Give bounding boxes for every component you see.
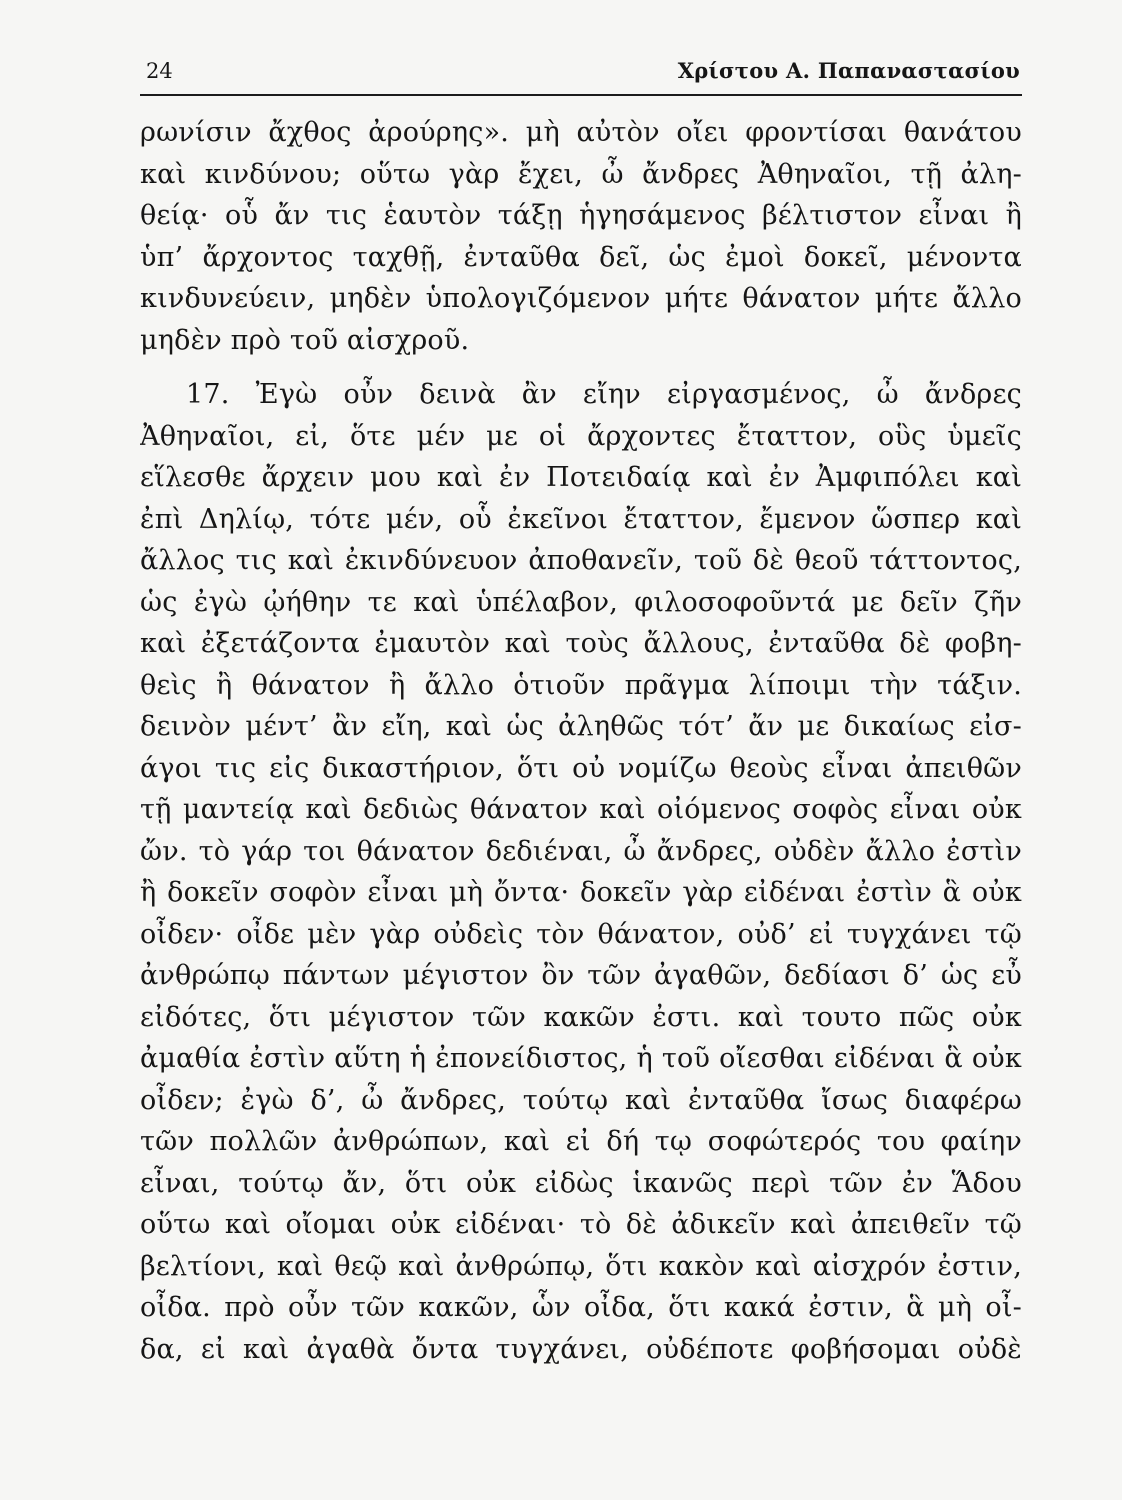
running-head <box>140 56 1022 90</box>
text-line: θείᾳ· οὗ ἄν τις ἑαυτὸν τάξῃ ἡγησάμενος βέλτιστον εἶναι ἢ <box>140 200 1022 231</box>
text-line: ἐπὶ Δηλίῳ, τότε μέν, οὗ ἐκεῖνοι ἔταττον, ἔμενον ὥσπερ καὶ <box>140 503 1022 535</box>
running-title: Χρίστου Α. Παπαναστασίου <box>677 58 1020 83</box>
page-number: 24 <box>146 59 173 83</box>
paragraph-1 <box>140 112 1022 361</box>
text-line: κινδυνεύειν, μηδὲν ὑπολογιζόμενον μήτε θάνατον μήτε ἄλλο <box>140 283 1022 314</box>
text-line: ἀνθρώπῳ πάντων μέγιστον ὂν τῶν ἀγαθῶν, δεδίασι δ’ ὡς εὖ <box>140 960 1022 991</box>
text-line: τῶν πολλῶν ἀνθρώπων, καὶ εἰ δή τῳ σοφώτερός του φαίην <box>140 1126 1022 1157</box>
paragraph-gap <box>140 361 1022 374</box>
header-rule <box>140 94 1022 96</box>
text-line: καὶ κινδύνου; οὕτω γὰρ ἔχει, ὦ ἄνδρες Ἀθηναῖοι, τῇ ἀλη- <box>140 158 1022 190</box>
text-line: βελτίονι, καὶ θεῷ καὶ ἀνθρώπῳ, ὅτι κακὸν καὶ αἰσχρόν ἐστιν, <box>140 1250 1022 1282</box>
text-line: Ἀθηναῖοι, εἰ, ὅτε μέν με οἱ ἄρχοντες ἔταττον, οὓς ὑμεῖς <box>140 420 1022 452</box>
text-line: οἶδεν; ἐγὼ δ’, ὦ ἄνδρες, τούτῳ καὶ ἐνταῦθα ἴσως διαφέρω <box>140 1084 1022 1116</box>
paragraph-2 <box>140 374 1022 1370</box>
text-line: ἢ δοκεῖν σοφὸν εἶναι μὴ ὄντα· δοκεῖν γὰρ εἰδέναι ἐστὶν ἃ οὐκ <box>140 877 1022 908</box>
text-line: τῇ μαντείᾳ καὶ δεδιὼς θάνατον καὶ οἰόμενος σοφὸς εἶναι οὐκ <box>140 794 1022 825</box>
text-line: δα, εἰ καὶ ἀγαθὰ ὄντα τυγχάνει, οὐδέποτε φοβήσομαι οὐδὲ <box>140 1333 1022 1365</box>
text-line: ἄλλος τις καὶ ἐκινδύνευον ἀποθανεῖν, τοῦ δὲ θεοῦ τάττοντος, <box>140 545 1022 576</box>
text-line: ὡς ἐγὼ ᾠήθην τε καὶ ὑπέλαβον, φιλοσοφοῦντά με δεῖν ζῆν <box>140 586 1022 618</box>
text-line: εἰδότες, ὅτι μέγιστον τῶν κακῶν ἐστι. καὶ τουτο πῶς οὐκ <box>140 1001 1022 1033</box>
text-line: 17. Ἐγὼ οὖν δεινὰ ἂν εἴην εἰργασμένος, ὦ ἄνδρες <box>186 379 1022 410</box>
text-line: ὑπ’ ἄρχοντος ταχθῇ, ἐνταῦθα δεῖ, ὡς ἐμοὶ δοκεῖ, μένοντα <box>140 241 1022 273</box>
body-text <box>140 112 1022 1370</box>
text-line: καὶ ἐξετάζοντα ἐμαυτὸν καὶ τοὺς ἄλλους, ἐνταῦθα δὲ φοβη- <box>140 628 1022 659</box>
text-line: άγοι τις εἰς δικαστήριον, ὅτι οὐ νομίζω θεοὺς εἶναι ἀπειθῶν <box>140 752 1022 784</box>
text-line: θεὶς ἢ θάνατον ἢ ἄλλο ὁτιοῦν πρᾶγμα λίποιμι τὴν τάξιν. <box>140 669 1022 701</box>
text-line: εἵλεσθε ἄρχειν μου καὶ ἐν Ποτειδαίᾳ καὶ ἐν Ἀμφιπόλει καὶ <box>140 462 1022 493</box>
text-line: ὤν. τὸ γάρ τοι θάνατον δεδιέναι, ὦ ἄνδρες, οὐδὲν ἄλλο ἐστὶν <box>140 835 1022 867</box>
text-line: οἶδα. πρὸ οὖν τῶν κακῶν, ὧν οἶδα, ὅτι κακά ἐστιν, ἃ μὴ οἶ- <box>140 1292 1022 1323</box>
text-line: οἶδεν· οἶδε μὲν γὰρ οὐδεὶς τὸν θάνατον, οὐδ’ εἰ τυγχάνει τῷ <box>140 918 1022 950</box>
text-line: οὕτω καὶ οἴομαι οὐκ εἰδέναι· τὸ δὲ ἀδικεῖν καὶ ἀπειθεῖν τῷ <box>140 1209 1022 1240</box>
text-line: εἶναι, τούτῳ ἄν, ὅτι οὐκ εἰδὼς ἱκανῶς περὶ τῶν ἐν Ἅδου <box>140 1167 1022 1199</box>
text-line: ἀμαθία ἐστὶν αὕτη ἡ ἐπονείδιστος, ἡ τοῦ οἴεσθαι εἰδέναι ἃ οὐκ <box>140 1043 1022 1074</box>
text-line: μηδὲν πρὸ τοῦ αἰσχροῦ. <box>140 324 470 356</box>
text-line: ρωνίσιν ἄχθος ἀρούρης». μὴ αὐτὸν οἴει φροντίσαι θανάτου <box>140 117 1022 148</box>
text-line: δεινὸν μέντ’ ἂν εἴη, καὶ ὡς ἀληθῶς τότ’ ἄν με δικαίως εἰσ- <box>140 711 1022 742</box>
